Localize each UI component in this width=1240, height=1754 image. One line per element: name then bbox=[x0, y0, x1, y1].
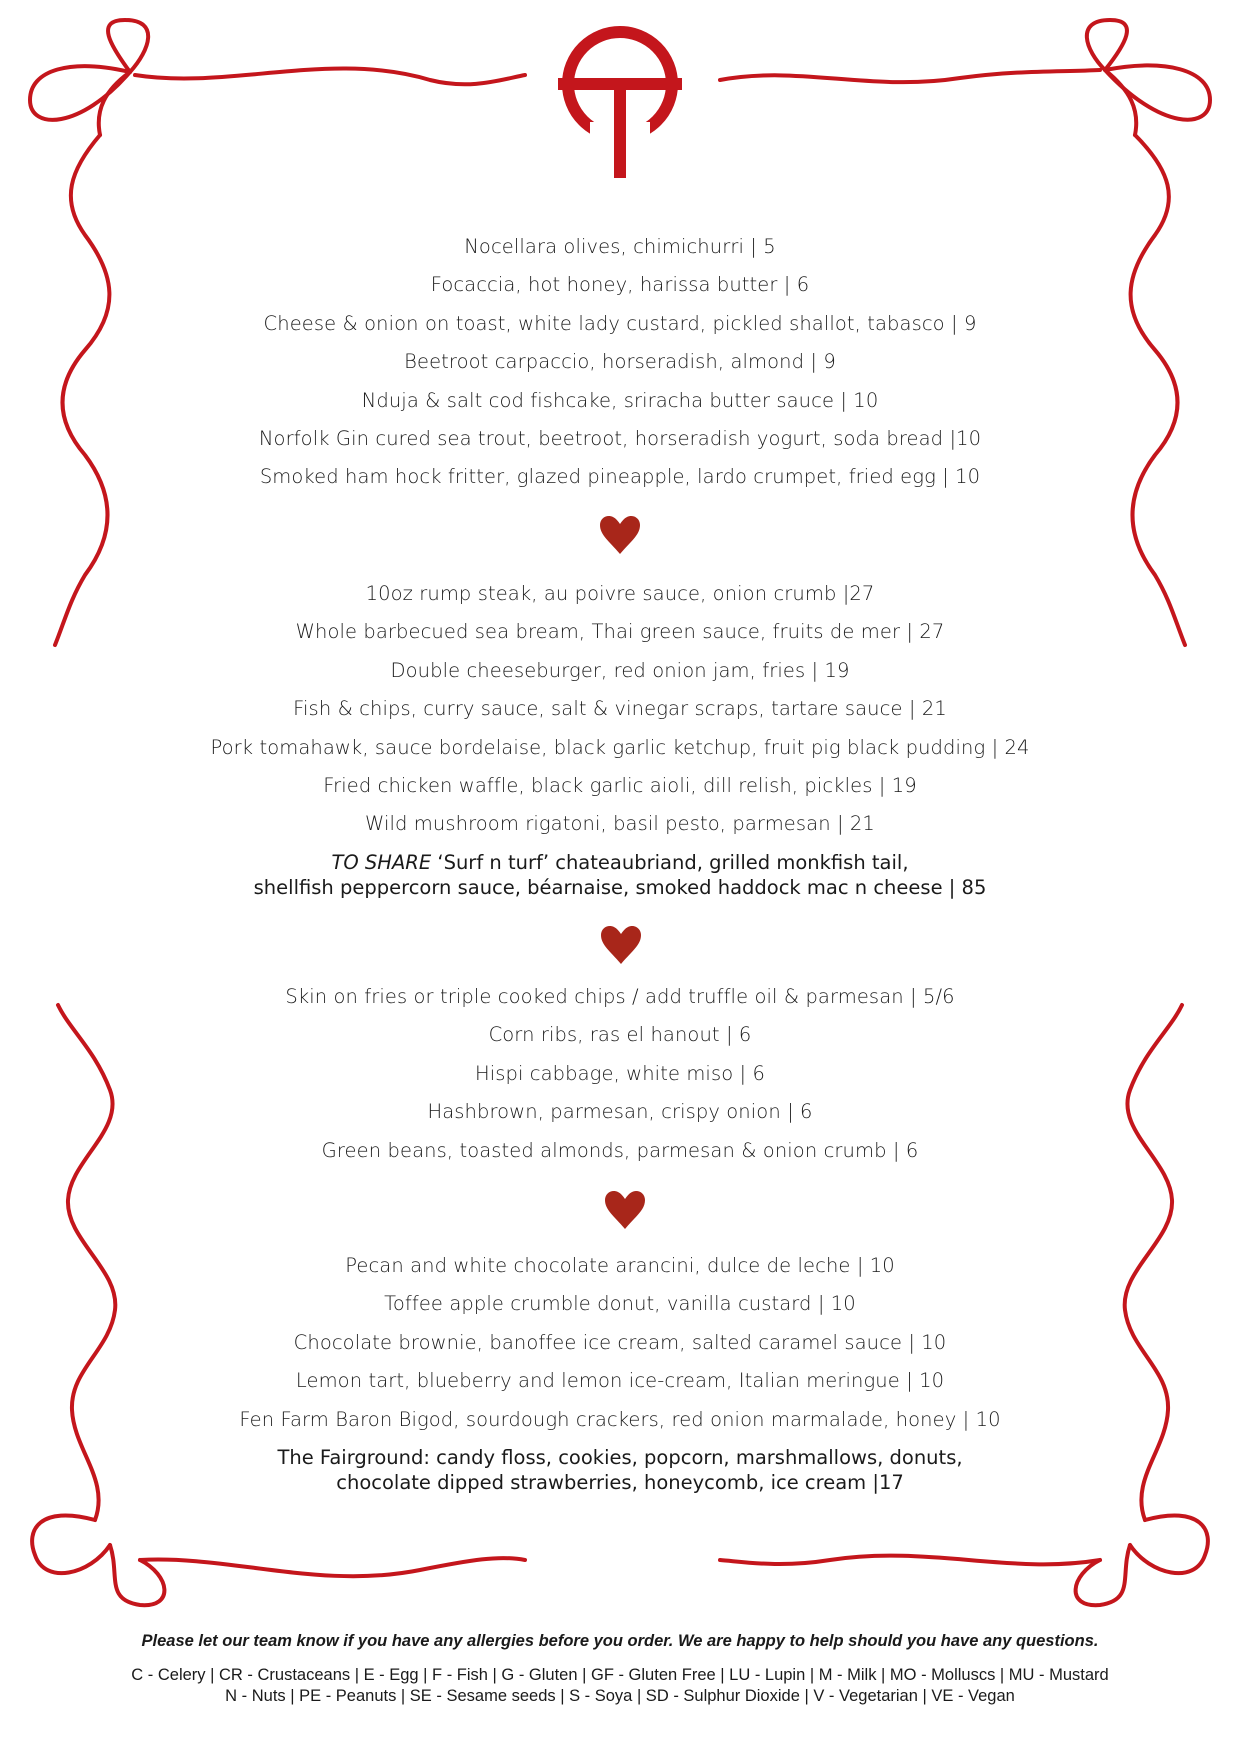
menu-item: Double cheeseburger, red onion jam, fries | 19 bbox=[390, 658, 850, 682]
sharing-text: ‘Surf n turf’ chateaubriand, grilled monkfish tail, bbox=[431, 850, 909, 874]
circle-t-logo-icon bbox=[550, 22, 690, 178]
menu-section-mains bbox=[0, 575, 1240, 900]
menu-item: Fish & chips, curry sauce, salt & vinegar scraps, tartare sauce | 21 bbox=[293, 697, 947, 721]
sharing-label: TO SHARE bbox=[331, 850, 432, 874]
menu-item: Smoked ham hock fritter, glazed pineapple, lardo crumpet, fried egg | 10 bbox=[259, 465, 981, 489]
menu-item-sharing bbox=[0, 1445, 1240, 1495]
menu-item: Hispi cabbage, white miso | 6 bbox=[474, 1061, 766, 1085]
menu-item: Toffee apple crumble donut, vanilla custard | 10 bbox=[384, 1292, 856, 1316]
heart-icon bbox=[599, 515, 641, 555]
allergen-legend-line: C - Celery | CR - Crustaceans | E - Egg | F - Fish | G - Gluten | GF - Gluten Free | LU - Lupin | M - Milk | MO - Molluscs | MU - Mustard bbox=[131, 1666, 1109, 1684]
heart-icon bbox=[600, 925, 642, 965]
menu-item: Wild mushroom rigatoni, basil pesto, parmesan | 21 bbox=[365, 812, 875, 836]
menu-item: Nocellara olives, chimichurri | 5 bbox=[464, 235, 776, 258]
menu-item-line: The Fairground: candy floss, cookies, popcorn, marshmallows, donuts, bbox=[277, 1445, 963, 1469]
menu-item: Whole barbecued sea bream, Thai green sauce, fruits de mer | 27 bbox=[295, 620, 945, 644]
menu-item: Pork tomahawk, sauce bordelaise, black garlic ketchup, fruit pig black pudding | 24 bbox=[210, 735, 1030, 759]
menu-section-sides bbox=[0, 978, 1240, 1170]
menu-item: Corn ribs, ras el hanout | 6 bbox=[488, 1023, 752, 1047]
allergen-legend-line: N - Nuts | PE - Peanuts | SE - Sesame seeds | S - Soya | SD - Sulphur Dioxide | V - Vegetarian | VE - Vegan bbox=[225, 1687, 1015, 1705]
menu-item-sharing bbox=[0, 850, 1240, 900]
menu-item: Fen Farm Baron Bigod, sourdough crackers, red onion marmalade, honey | 10 bbox=[239, 1407, 1001, 1431]
menu-item: Cheese & onion on toast, white lady custard, pickled shallot, tabasco | 9 bbox=[263, 311, 977, 335]
menu-item: Focaccia, hot honey, harissa butter | 6 bbox=[430, 273, 810, 297]
menu-item: Norfolk Gin cured sea trout, beetroot, horseradish yogurt, soda bread |10 bbox=[258, 426, 982, 450]
menu-item: Chocolate brownie, banoffee ice cream, salted caramel sauce | 10 bbox=[293, 1330, 947, 1354]
menu-item-line: shellfish peppercorn sauce, béarnaise, smoked haddock mac n cheese | 85 bbox=[253, 875, 987, 899]
menu-item: Nduja & salt cod fishcake, sriracha butter sauce | 10 bbox=[361, 388, 879, 412]
menu-section-starters bbox=[0, 228, 1240, 497]
menu-item-line: chocolate dipped strawberries, honeycomb, ice cream |17 bbox=[336, 1470, 904, 1494]
menu-section-desserts bbox=[0, 1247, 1240, 1495]
menu-item: Pecan and white chocolate arancini, dulce de leche | 10 bbox=[345, 1254, 895, 1277]
menu-item: Beetroot carpaccio, horseradish, almond | 9 bbox=[404, 350, 836, 374]
menu-item: 10oz rump steak, au poivre sauce, onion crumb |27 bbox=[365, 582, 875, 605]
menu-item: Fried chicken waffle, black garlic aioli, dill relish, pickles | 19 bbox=[323, 773, 917, 797]
menu-item: Skin on fries or triple cooked chips / add truffle oil & parmesan | 5/6 bbox=[285, 985, 955, 1008]
menu-item: Green beans, toasted almonds, parmesan & onion crumb | 6 bbox=[321, 1138, 919, 1162]
heart-icon bbox=[604, 1190, 646, 1230]
allergen-legend bbox=[0, 1665, 1240, 1707]
allergy-notice: Please let our team know if you have any allergies before you order. We are happy to help should you have any questions. bbox=[141, 1632, 1099, 1650]
menu-item-line bbox=[0, 850, 1240, 875]
menu-item: Lemon tart, blueberry and lemon ice-cream, Italian meringue | 10 bbox=[295, 1369, 945, 1393]
menu-item: Hashbrown, parmesan, crispy onion | 6 bbox=[427, 1100, 813, 1124]
